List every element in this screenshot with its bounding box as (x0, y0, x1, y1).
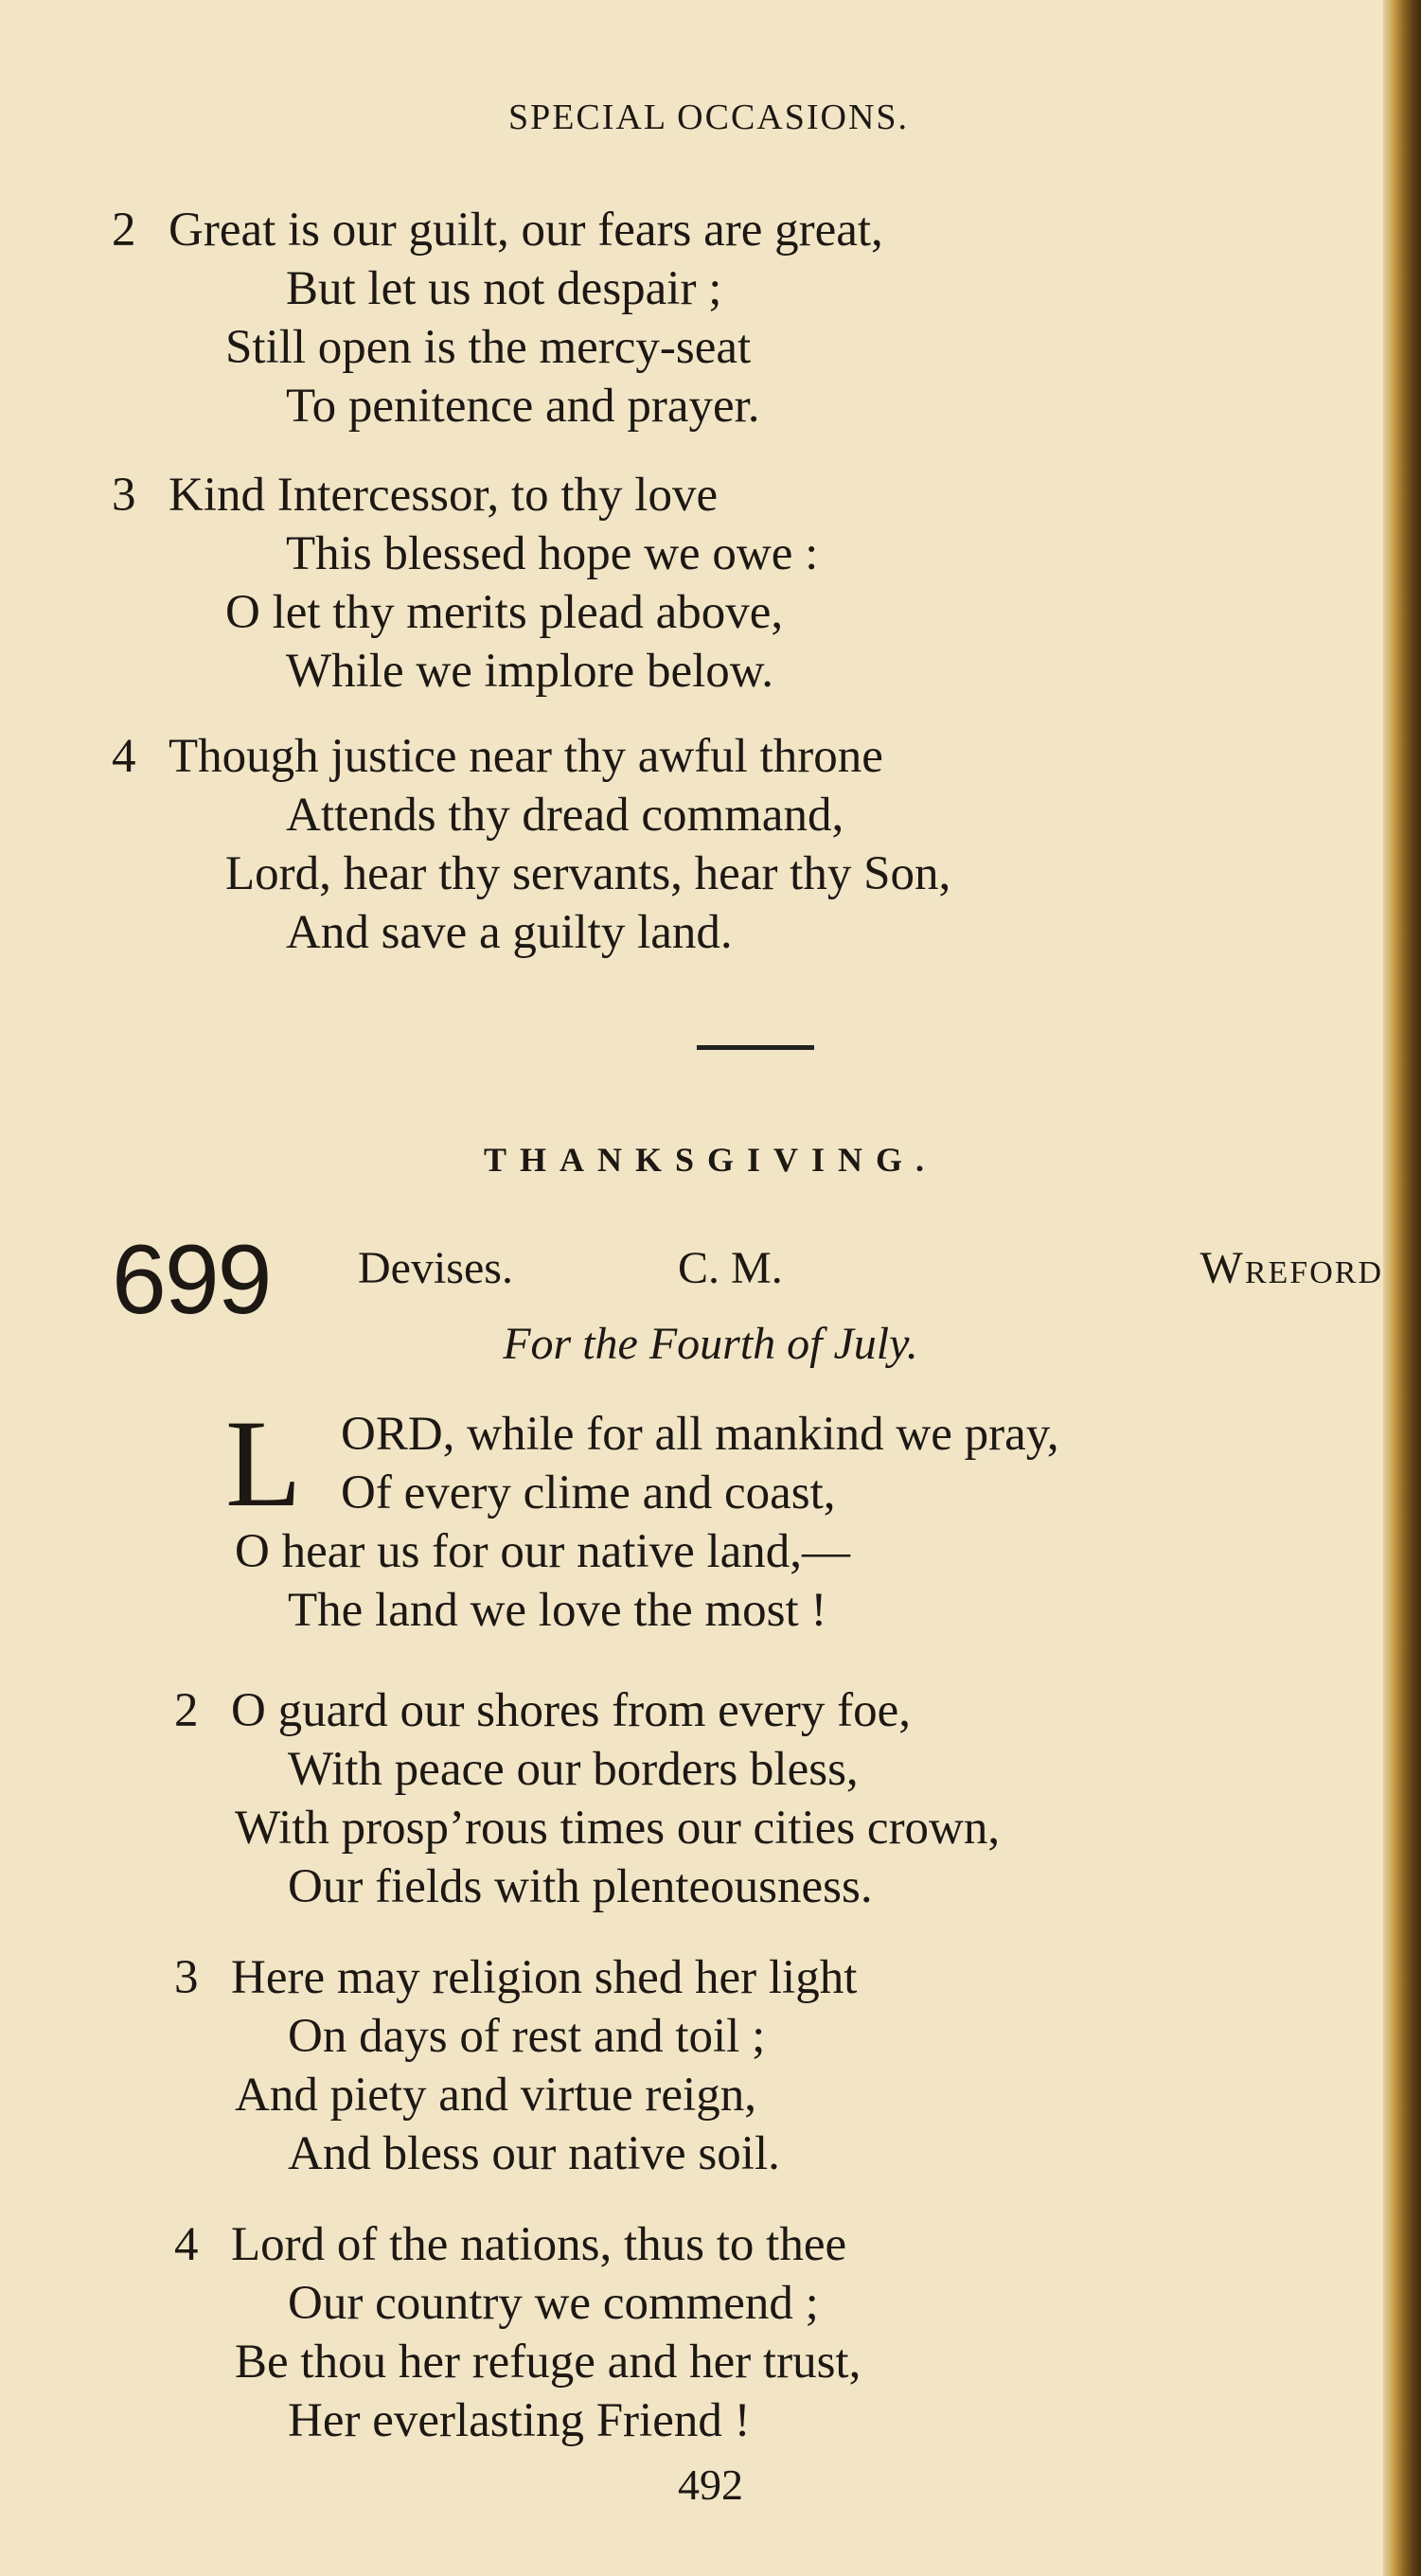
verse-line: Be thou her refuge and her trust, (235, 2336, 861, 2389)
hymn-stanza-4 (174, 2215, 861, 2450)
verse-line: O guard our shores from every foe, (231, 1684, 912, 1737)
verse-line: To penitence and prayer. (286, 380, 760, 433)
stanza-number: 3 (174, 1951, 199, 2004)
verse-line: The land we love the most ! (288, 1584, 827, 1637)
verse-line: Her everlasting Friend ! (288, 2394, 751, 2447)
hymn-meter: C. M. (678, 1243, 783, 1293)
verse-line: ORD, while for all mankind we pray, (341, 1408, 1059, 1461)
verse-line: Great is our guilt, our fears are great, (169, 204, 883, 257)
verse-line: But let us not despair ; (286, 262, 722, 315)
stanza-number: 2 (174, 1684, 199, 1737)
verse-line: Attends thy dread command, (286, 789, 844, 842)
verse-line: Lord, hear thy servants, hear thy Son, (225, 847, 951, 900)
verse-line: Lord of the nations, thus to thee (231, 2218, 847, 2271)
hymn-author: Devises. (358, 1243, 513, 1293)
stanza-number: 3 (112, 469, 136, 522)
stanza-number: 4 (112, 730, 136, 783)
page-edge (1383, 0, 1421, 2576)
section-divider (697, 1045, 814, 1050)
verse-line: O let thy merits plead above, (225, 586, 784, 639)
verse-line: While we implore below. (286, 645, 774, 698)
section-title: THANKSGIVING. (483, 1141, 938, 1179)
drop-cap: L (225, 1394, 302, 1533)
hymn-tune: Wreford (1199, 1243, 1383, 1293)
prev-stanza-4 (112, 727, 951, 962)
verse-line: Our fields with plenteousness. (288, 1860, 873, 1913)
first-stanza-rest (235, 1522, 850, 1640)
verse-line: And piety and virtue reign, (235, 2069, 756, 2122)
verse-line: Still open is the mercy-seat (225, 321, 752, 374)
verse-line: And bless our native soil. (288, 2127, 780, 2180)
hymn-number: 699 (112, 1225, 271, 1335)
verse-line: O hear us for our native land,— (235, 1525, 851, 1578)
hymn-stanza-2 (174, 1681, 1001, 1916)
hymn-stanza-3 (174, 1948, 858, 2183)
page-number: 492 (678, 2461, 743, 2509)
prev-stanza-2 (112, 201, 883, 435)
verse-line: Here may religion shed her light (231, 1951, 858, 2004)
verse-line: This blessed hope we owe : (286, 527, 819, 580)
verse-line: Our country we commend ; (288, 2277, 819, 2330)
prev-stanza-3 (112, 466, 819, 701)
verse-line: Kind Intercessor, to thy love (169, 469, 719, 522)
stanza-number: 4 (174, 2218, 199, 2271)
running-header: SPECIAL OCCASIONS. (507, 98, 910, 137)
verse-line: With prosp’rous times our cities crown, (235, 1802, 1001, 1855)
first-stanza-top (341, 1405, 1059, 1522)
verse-line: And save a guilty land. (286, 906, 733, 959)
verse-line: Of every clime and coast, (341, 1466, 836, 1519)
verse-line: Though justice near thy awful throne (169, 730, 883, 783)
verse-line: With peace our borders bless, (288, 1743, 859, 1796)
hymn-subtitle: For the Fourth of July. (503, 1319, 918, 1369)
verse-line: On days of rest and toil ; (288, 2010, 766, 2063)
stanza-number: 2 (112, 204, 136, 257)
